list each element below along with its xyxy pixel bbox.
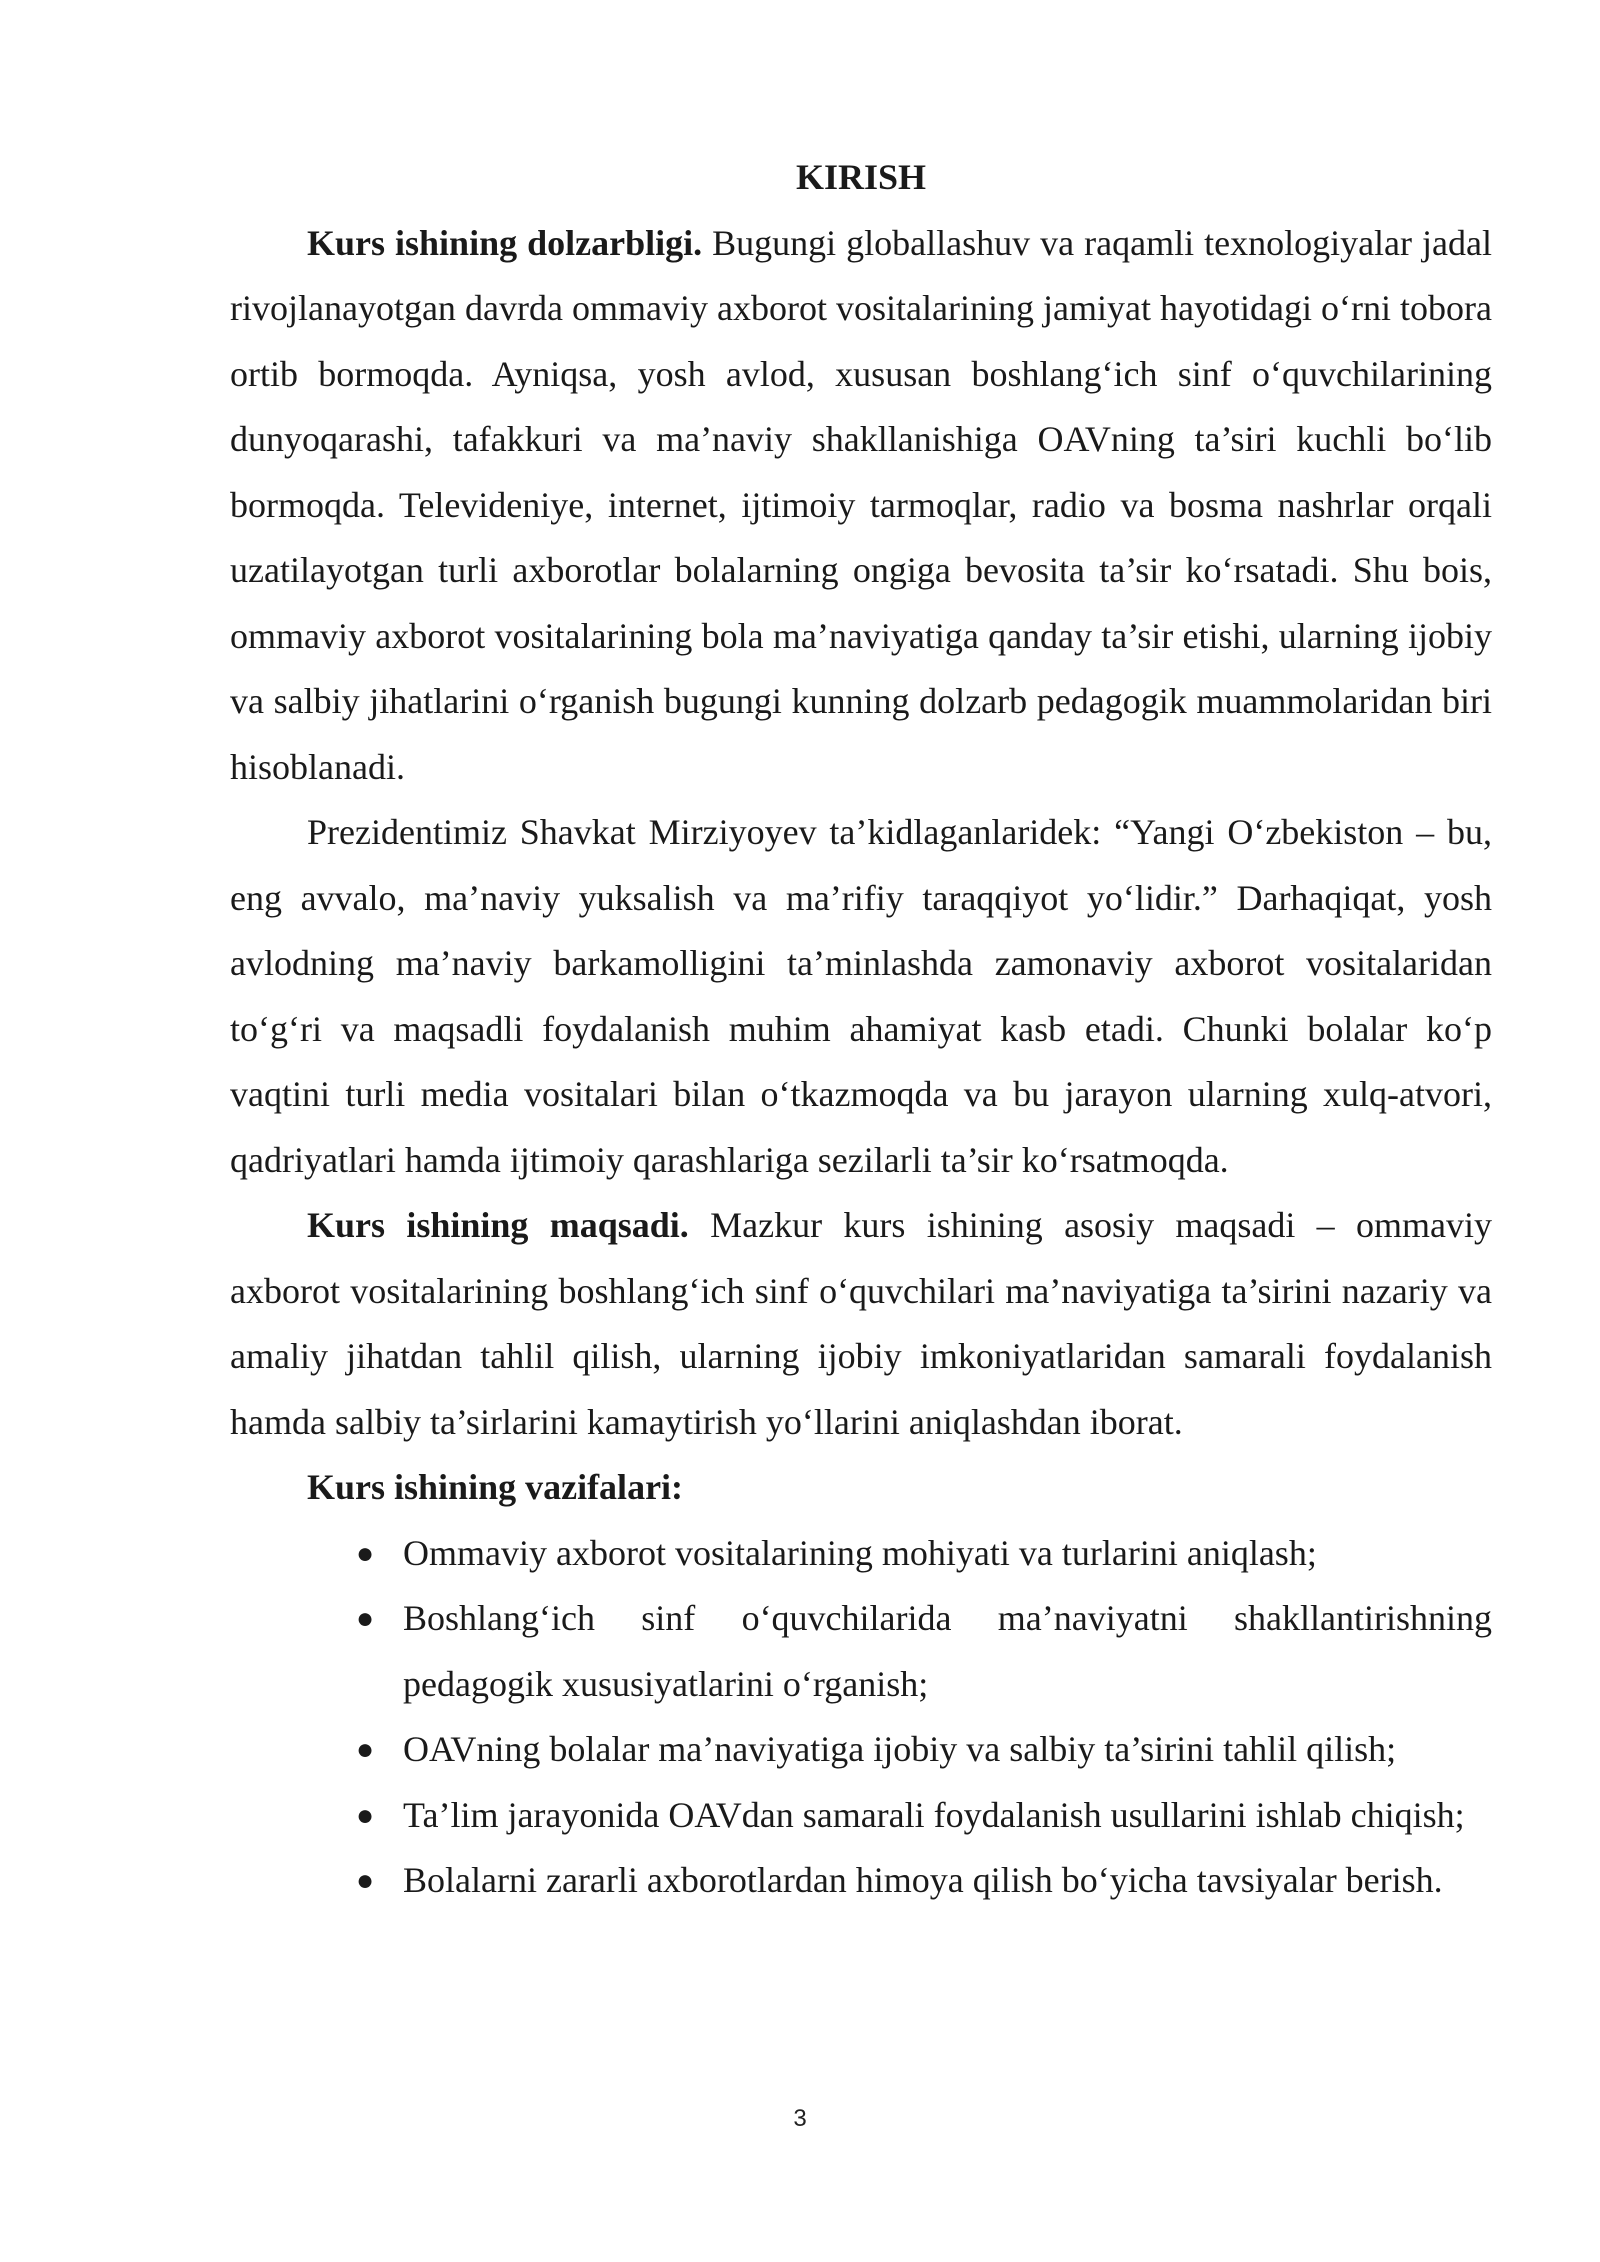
page-number: 3: [793, 2105, 807, 2132]
paragraph-lead: Kurs ishining dolzarbligi.: [307, 222, 703, 263]
list-item-text: OAVning bolalar ma’naviyatiga ijobiy va salbiy ta’sirini tahlil qilish;: [403, 1729, 1397, 1769]
list-item: [356, 1586, 1492, 1717]
bullet-icon: ●: [356, 1864, 375, 1897]
paragraph-text: Bugungi globallashuv va raqamli texnologiyalar jadal rivojlanayotgan davrda ommaviy axborot vositalarining jamiyat hayotidagi o‘rni tobora ortib bormoqda. Ayniqsa, yosh avlod, xususan boshlang‘ich sinf o‘quvchilarining dunyoqarashi, tafakkuri va ma’naviy shakllanishiga OAVning ta’siri kuchli bo‘lib bormoqda. Televideniye, internet, ijtimoiy tarmoqlar, radio va bosma nashrlar orqali uzatilayotgan turli axborotlar bolalarning ongiga bevosita ta’sir ko‘rsatadi. Shu bois, ommaviy axborot vositalarining bola ma’naviyatiga qanday ta’sir etishi, ularning ijobiy va salbiy jihatlarini o‘rganish bugungi kunning dolzarb pedagogik muammolaridan biri hisoblanadi.: [230, 222, 1492, 787]
bullet-icon: ●: [356, 1536, 375, 1570]
list-item-text: Ommaviy axborot vositalarining mohiyati va turlarini aniqlash;: [403, 1532, 1317, 1573]
list-item: [356, 1521, 1492, 1587]
list-item-text: Boshlang‘ich sinf o‘quvchilarida ma’naviyatni shakllantirishning pedagogik xususiyatlarini o‘rganish;: [403, 1598, 1492, 1704]
tasks-heading-text: Kurs ishining vazifalari:: [307, 1467, 684, 1507]
paragraph-goal: [230, 1193, 1492, 1455]
paragraph-text: Prezidentimiz Shavkat Mirziyoyev ta’kidlaganlaridek: “Yangi O‘zbekiston – bu, eng avvalo, ma’naviy yuksalish va ma’rifiy taraqqiyot yo‘lidir.” Darhaqiqat, yosh avlodning ma’naviy barkamolligini ta’minlashda zamonaviy axborot vositalaridan to‘g‘ri va maqsadli foydalanish muhim ahamiyat kasb etadi. Chunki bolalar ko‘p vaqtini turli media vositalari bilan o‘tkazmoqda va bu jarayon ularning xulq-atvori, qadriyatlari hamda ijtimoiy qarashlariga sezilarli ta’sir ko‘rsatmoqda.: [230, 812, 1492, 1180]
bullet-icon: ●: [356, 1602, 375, 1635]
paragraph-relevance: [230, 211, 1492, 801]
list-item-text: Bolalarni zararli axborotlardan himoya qilish bo‘yicha tavsiyalar berish.: [403, 1860, 1443, 1900]
tasks-heading: [230, 1455, 1492, 1521]
paragraph-text: Mazkur kurs ishining asosiy maqsadi – ommaviy axborot vositalarining boshlang‘ich sinf o‘quvchilari ma’naviyatiga ta’sirini nazariy va amaliy jihatdan tahlil qilish, ularning ijobiy imkoniyatlaridan samarali foydalanish hamda salbiy ta’sirlarini kamaytirish yo‘llarini aniqlashdan iborat.: [230, 1205, 1492, 1442]
tasks-list: [230, 1521, 1492, 1914]
list-item-text: Ta’lim jarayonida OAVdan samarali foydalanish usullarini ishlab chiqish;: [403, 1794, 1465, 1835]
list-item: [356, 1848, 1492, 1914]
paragraph-lead: Kurs ishining maqsadi.: [307, 1205, 689, 1245]
page-title: KIRISH: [795, 157, 927, 197]
list-item: [356, 1783, 1492, 1849]
page-content: [230, 145, 1492, 1914]
bullet-icon: ●: [356, 1798, 375, 1832]
paragraph-president-quote: [230, 800, 1492, 1193]
list-item: [356, 1717, 1492, 1783]
bullet-icon: ●: [356, 1733, 375, 1766]
